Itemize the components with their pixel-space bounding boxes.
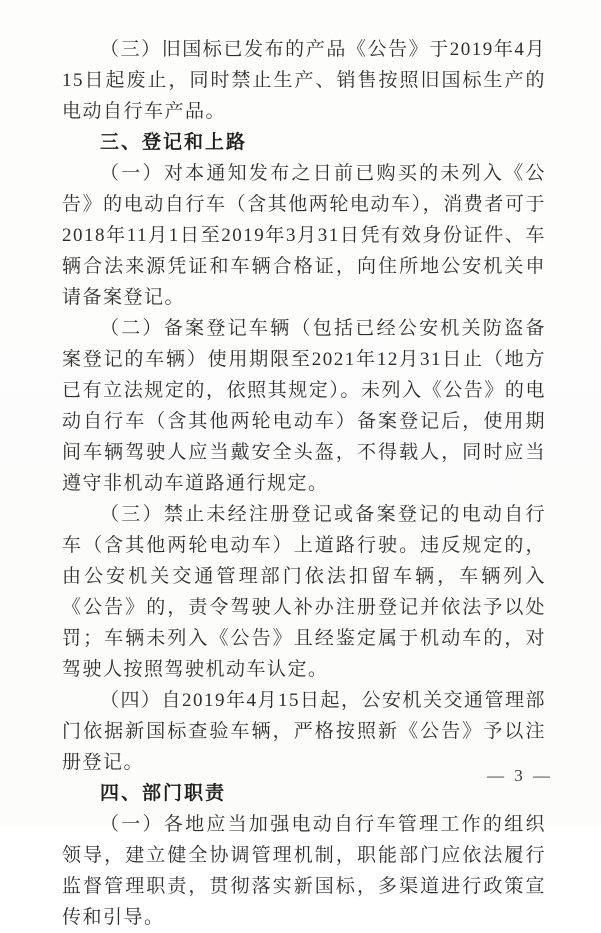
document-body	[62, 34, 546, 933]
para-old-standard-products-abolished: （三）旧国标已发布的产品《公告》于2019年4月15日起废止，同时禁止生产、销售按照旧国标生产的电动自行车产品。	[62, 39, 546, 122]
heading-section-3-registration-and-road-use: 三、登记和上路	[100, 132, 248, 153]
heading-section-4-department-duties: 四、部门职责	[100, 783, 227, 804]
para-filing-registration-for-purchased-bikes: （一）对本通知发布之日前已购买的未列入《公告》的电动自行车（含其他两轮电动车），消费者可于2018年11月1日至2019年3月31日凭有效身份证件、车辆合法来源凭证和车辆合格证，向住所地公安机关申请备案登记。	[62, 163, 546, 308]
para-new-standard-vehicle-inspection: （四）自2019年4月15日起，公安机关交通管理部门依据新国标查验车辆，严格按照新《公告》予以注册登记。	[62, 690, 547, 773]
para-filing-usage-period-and-helmet-rules: （二）备案登记车辆（包括已经公安机关防盗备案登记的车辆）使用期限至2021年12月31日止（地方已有立法规定的，依照其规定）。未列入《公告》的电动自行车（含其他两轮电动车）备案登记后，使用期间车辆驾驶人应当戴安全头盔，不得载人，同时应当遵守非机动车道路通行规定。	[62, 318, 546, 494]
para-department-duties-organization-leadership: （一）各地应当加强电动自行车管理工作的组织领导，建立健全协调管理机制，职能部门应依法履行监督管理职责，贯彻落实新国标，多渠道进行政策宣传和引导。	[62, 814, 546, 928]
page-number: — 3 —	[487, 766, 553, 785]
para-prohibition-unregistered-vehicles: （三）禁止未经注册登记或备案登记的电动自行车（含其他两轮电动车）上道路行驶。违反规定的，由公安机关交通管理部门依法扣留车辆，车辆列入《公告》的，责令驾驶人补办注册登记并依法予以处罚；车辆未列入《公告》且经鉴定属于机动车的，对驾驶人按照驾驶机动车认定。	[62, 504, 546, 680]
